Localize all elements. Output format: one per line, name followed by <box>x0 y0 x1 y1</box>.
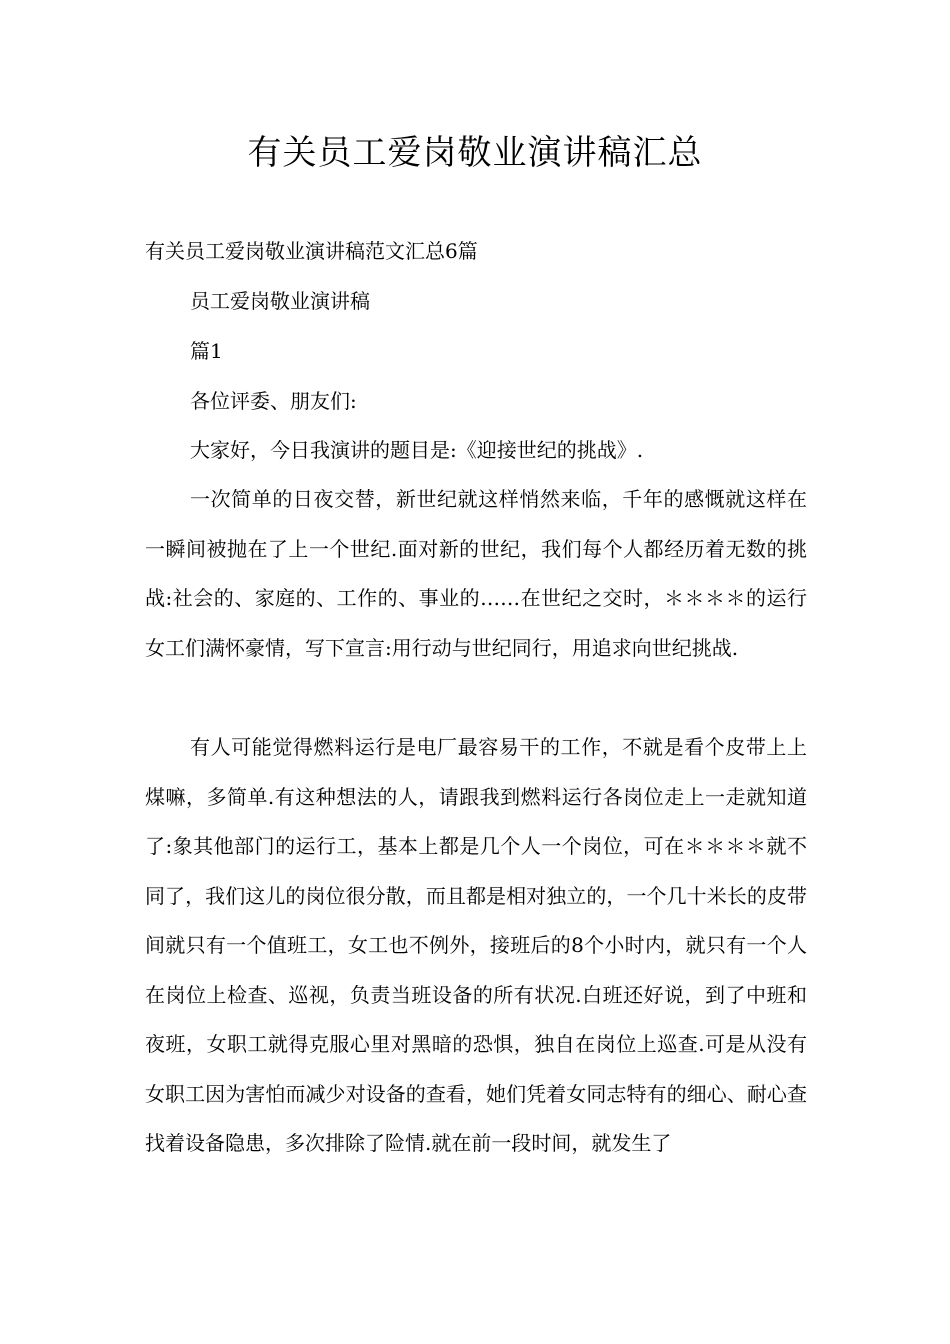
piece-label: 篇1 <box>190 339 223 363</box>
document-subtitle: 有关员工爱岗敬业演讲稿范文汇总6篇 <box>145 239 478 263</box>
intro-line: 大家好，今日我演讲的题目是:《迎接世纪的挑战》. <box>190 438 644 462</box>
section-heading: 员工爱岗敬业演讲稿 <box>190 289 370 313</box>
body-paragraph: 有人可能觉得燃料运行是电厂最容易干的工作，不就是看个皮带上上煤嘛，多简单.有这种想法的人，请跟我到燃料运行各岗位走上一走就知道了:象其他部门的运行工，基本上都是几个人一个岗位，可在＊＊＊＊就不同了，我们这儿的岗位很分散，而且都是相对独立的，一个几十米长的皮带间就只有一个值班工，女工也不例外，接班后的8个小时内，就只有一个人在岗位上检查、巡视，负责当班设备的所有状况.白班还好说，到了中班和夜班，女职工就得克服心里对黑暗的恐惧，独自在岗位上巡查.可是从没有女职工因为害怕而减少对设备的查看，她们凭着女同志特有的细心、耐心查找着设备隐患，多次排除了险情.就在前一段时间，就发生了 <box>145 735 807 1155</box>
document-title: 有关员工爱岗敬业演讲稿汇总 <box>247 133 703 173</box>
salutation: 各位评委、朋友们: <box>190 389 357 413</box>
body-paragraph: 一次简单的日夜交替，新世纪就这样悄然来临，千年的感慨就这样在一瞬间被抛在了上一个世纪.面对新的世纪，我们每个人都经历着无数的挑战:社会的、家庭的、工作的、事业的……在世纪之交时，＊＊＊＊的运行女工们满怀豪情，写下宣言:用行动与世纪同行，用追求向世纪挑战. <box>145 487 807 660</box>
